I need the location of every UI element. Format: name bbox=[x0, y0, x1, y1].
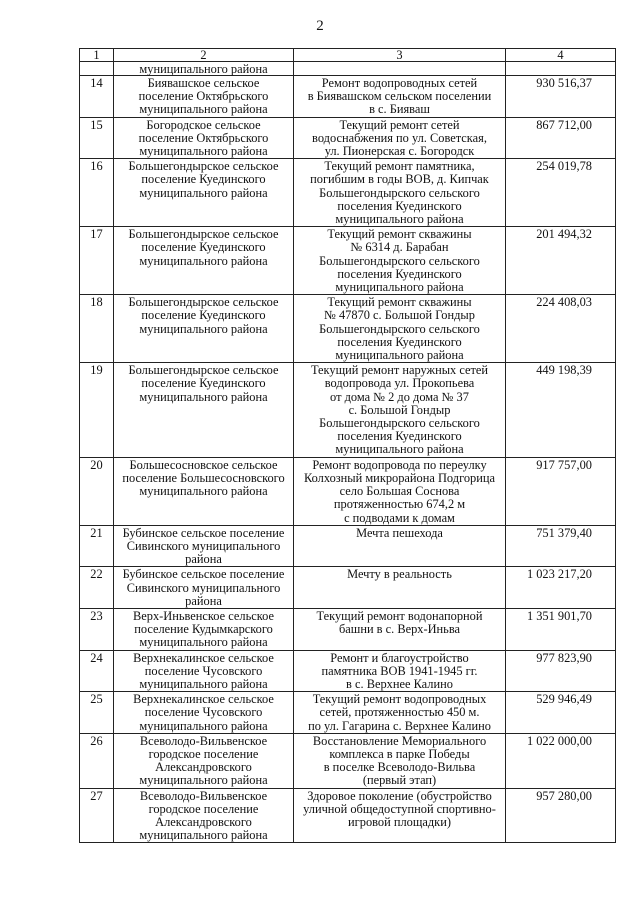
continuation-row bbox=[80, 62, 616, 76]
subsidy-table bbox=[79, 48, 616, 843]
project-line: № 6314 д. Барабан bbox=[350, 240, 449, 255]
table-row bbox=[80, 608, 616, 650]
table-row bbox=[80, 650, 616, 692]
municipality-line: поселение Кудымкарского bbox=[134, 622, 273, 637]
municipality-line: Большесосновское сельское bbox=[129, 457, 278, 472]
municipality-line: поселение Чусовского bbox=[144, 705, 263, 720]
municipality-line: поселение Куединского bbox=[141, 240, 266, 255]
project-line: муниципального района bbox=[335, 212, 464, 227]
project-line: Текущий ремонт водонапорной bbox=[316, 608, 483, 623]
project-line: поселения Куединского bbox=[337, 266, 462, 281]
project-cell bbox=[294, 457, 506, 525]
table-row bbox=[80, 525, 616, 567]
project-line: водоснабжения по ул. Советская, bbox=[312, 130, 487, 145]
municipality-cell bbox=[114, 363, 294, 457]
municipality-line: Сивинского муниципального bbox=[126, 538, 281, 553]
project-line: ул. Пионерская с. Богородск bbox=[324, 144, 475, 159]
municipality-cell bbox=[114, 457, 294, 525]
table-row bbox=[80, 788, 616, 843]
column-header-4: 4 bbox=[506, 49, 616, 62]
row-number: 23 bbox=[80, 608, 114, 650]
municipality-line: поселение Куединского bbox=[141, 308, 266, 323]
project-cell bbox=[294, 567, 506, 609]
project-line: в поселке Всеволодо-Вильва bbox=[323, 760, 476, 775]
municipality-line: муниципального района bbox=[139, 635, 268, 650]
municipality-line: Биявашское сельское bbox=[147, 76, 260, 90]
project-line: № 47870 с. Большой Гондыр bbox=[324, 308, 475, 323]
project-line: Большегондырского сельского bbox=[319, 253, 480, 268]
project-line: погибшим в годы ВОВ, д. Кипчак bbox=[310, 172, 489, 187]
project-cell bbox=[294, 117, 506, 159]
table-row bbox=[80, 567, 616, 609]
municipality-line: Большегондырское сельское bbox=[128, 227, 279, 242]
project-cell bbox=[294, 227, 506, 295]
project-line: муниципального района bbox=[335, 348, 464, 363]
amount-cell: 751 379,40 bbox=[506, 525, 616, 567]
project-line: игровой площадки) bbox=[348, 814, 451, 829]
amount-cell: 957 280,00 bbox=[506, 788, 616, 843]
project-cell bbox=[294, 363, 506, 457]
row-number: 15 bbox=[80, 117, 114, 159]
project-line: Текущий ремонт памятника, bbox=[324, 159, 475, 174]
amount-cell: 224 408,03 bbox=[506, 295, 616, 363]
project-line: с подводами к домам bbox=[344, 510, 455, 525]
municipality-line: Бубинское сельское поселение bbox=[122, 525, 285, 540]
municipality-line: поселение Куединского bbox=[141, 172, 266, 187]
municipality-line: муниципального района bbox=[139, 484, 268, 499]
project-line: Большегондырского сельского bbox=[319, 416, 480, 431]
continuation-text: муниципального района bbox=[114, 62, 294, 76]
project-line: от дома № 2 до дома № 37 bbox=[330, 389, 469, 404]
project-line: муниципального района bbox=[335, 280, 464, 295]
table-row bbox=[80, 159, 616, 227]
project-line: в Биявашском сельском поселении bbox=[307, 89, 492, 104]
municipality-line: Верх-Иньвенское сельское bbox=[133, 608, 274, 623]
municipality-line: городское поселение bbox=[148, 801, 259, 816]
municipality-cell bbox=[114, 733, 294, 788]
project-line: поселения Куединского bbox=[337, 198, 462, 213]
table-body bbox=[80, 62, 616, 843]
project-line: Большегондырского сельского bbox=[319, 185, 480, 200]
project-line: Текущий ремонт сетей bbox=[339, 117, 460, 132]
project-line: Ремонт и благоустройство bbox=[330, 650, 469, 665]
column-header-3: 3 bbox=[294, 49, 506, 62]
table-row bbox=[80, 295, 616, 363]
project-line: Мечту в реальность bbox=[347, 567, 452, 582]
project-line: Ремонт водопроводных сетей bbox=[321, 76, 478, 90]
row-number: 18 bbox=[80, 295, 114, 363]
table-row bbox=[80, 227, 616, 295]
table-row bbox=[80, 76, 616, 118]
project-cell bbox=[294, 525, 506, 567]
municipality-line: муниципального района bbox=[139, 718, 268, 733]
municipality-line: района bbox=[185, 552, 222, 567]
row-number: 25 bbox=[80, 692, 114, 734]
municipality-line: поселение Октябрьского bbox=[138, 130, 269, 145]
project-line: село Большая Соснова bbox=[339, 484, 460, 499]
project-line: Восстановление Мемориального bbox=[312, 733, 487, 748]
amount-cell: 201 494,32 bbox=[506, 227, 616, 295]
project-cell bbox=[294, 788, 506, 843]
amount-cell: 529 946,49 bbox=[506, 692, 616, 734]
municipality-line: городское поселение bbox=[148, 746, 259, 761]
municipality-line: поселение Чусовского bbox=[144, 663, 263, 678]
project-line: Текущий ремонт скважины bbox=[327, 227, 472, 242]
municipality-line: муниципального района bbox=[139, 389, 268, 404]
project-line: Большегондырского сельского bbox=[319, 321, 480, 336]
amount-cell: 977 823,90 bbox=[506, 650, 616, 692]
municipality-line: Верхнекалинское сельское bbox=[133, 692, 274, 707]
column-number-row bbox=[80, 49, 616, 62]
project-line: водопровода ул. Прокопьева bbox=[324, 376, 475, 391]
municipality-cell bbox=[114, 650, 294, 692]
municipality-line: Большегондырское сельское bbox=[128, 295, 279, 310]
amount-cell: 1 023 217,20 bbox=[506, 567, 616, 609]
municipality-line: муниципального района bbox=[139, 102, 268, 117]
municipality-line: поселение Октябрьского bbox=[138, 89, 269, 104]
row-number: 24 bbox=[80, 650, 114, 692]
page-number: 2 bbox=[316, 18, 324, 34]
municipality-line: муниципального района bbox=[139, 144, 268, 159]
project-line: (первый этап) bbox=[362, 773, 437, 788]
row-number: 14 bbox=[80, 76, 114, 118]
row-number: 22 bbox=[80, 567, 114, 609]
amount-cell: 1 351 901,70 bbox=[506, 608, 616, 650]
row-number: 26 bbox=[80, 733, 114, 788]
project-cell bbox=[294, 608, 506, 650]
column-header-1: 1 bbox=[80, 49, 114, 62]
municipality-line: Всеволодо-Вильвенское bbox=[139, 788, 268, 803]
municipality-cell bbox=[114, 227, 294, 295]
municipality-cell bbox=[114, 608, 294, 650]
table-row bbox=[80, 117, 616, 159]
row-number: 19 bbox=[80, 363, 114, 457]
table-row bbox=[80, 457, 616, 525]
column-header-2: 2 bbox=[114, 49, 294, 62]
project-cell bbox=[294, 159, 506, 227]
municipality-line: Бубинское сельское поселение bbox=[122, 567, 285, 582]
municipality-cell bbox=[114, 692, 294, 734]
municipality-line: поселение Куединского bbox=[141, 376, 266, 391]
municipality-line: Всеволодо-Вильвенское bbox=[139, 733, 268, 748]
table-row bbox=[80, 733, 616, 788]
project-line: Мечта пешехода bbox=[356, 525, 443, 540]
amount-cell: 1 022 000,00 bbox=[506, 733, 616, 788]
project-cell bbox=[294, 650, 506, 692]
municipality-line: района bbox=[185, 593, 222, 608]
project-line: Ремонт водопровода по переулку bbox=[312, 457, 487, 472]
project-line: муниципального района bbox=[335, 442, 464, 457]
municipality-line: Большегондырское сельское bbox=[128, 159, 279, 174]
municipality-line: муниципального района bbox=[139, 321, 268, 336]
municipality-cell bbox=[114, 76, 294, 118]
project-cell bbox=[294, 692, 506, 734]
project-line: уличной общедоступной спортивно- bbox=[303, 801, 496, 816]
project-line: Текущий ремонт наружных сетей bbox=[310, 363, 489, 378]
project-line: протяженностью 674,2 м bbox=[333, 497, 466, 512]
municipality-line: муниципального района bbox=[139, 253, 268, 268]
project-line: комплекса в парке Победы bbox=[329, 746, 470, 761]
amount-cell: 917 757,00 bbox=[506, 457, 616, 525]
project-line: Здоровое поколение (обустройство bbox=[307, 788, 492, 803]
project-line: памятника ВОВ 1941-1945 гг. bbox=[321, 663, 478, 678]
municipality-cell bbox=[114, 159, 294, 227]
municipality-cell bbox=[114, 117, 294, 159]
amount-cell: 867 712,00 bbox=[506, 117, 616, 159]
project-cell bbox=[294, 76, 506, 118]
municipality-line: муниципального района bbox=[139, 185, 268, 200]
municipality-line: поселение Большесосновского bbox=[122, 470, 285, 485]
municipality-cell bbox=[114, 567, 294, 609]
project-cell bbox=[294, 733, 506, 788]
row-number: 17 bbox=[80, 227, 114, 295]
project-line: поселения Куединского bbox=[337, 429, 462, 444]
table-row bbox=[80, 363, 616, 457]
project-line: в с. Верхнее Калино bbox=[346, 676, 453, 691]
municipality-cell bbox=[114, 295, 294, 363]
project-line: башни в с. Верх-Иньва bbox=[338, 622, 461, 637]
project-line: по ул. Гагарина с. Верхнее Калино bbox=[308, 718, 491, 733]
municipality-cell bbox=[114, 788, 294, 843]
project-cell bbox=[294, 295, 506, 363]
amount-cell: 930 516,37 bbox=[506, 76, 616, 118]
municipality-line: муниципального района bbox=[139, 828, 268, 843]
municipality-line: Верхнекалинское сельское bbox=[133, 650, 274, 665]
amount-cell: 449 198,39 bbox=[506, 363, 616, 457]
municipality-line: Богородское сельское bbox=[146, 117, 261, 132]
amount-cell: 254 019,78 bbox=[506, 159, 616, 227]
municipality-line: Сивинского муниципального bbox=[126, 580, 281, 595]
project-line: с. Большой Гондыр bbox=[348, 402, 451, 417]
municipality-line: Большегондырское сельское bbox=[128, 363, 279, 378]
row-number: 27 bbox=[80, 788, 114, 843]
municipality-line: муниципального района bbox=[139, 676, 268, 691]
table-row bbox=[80, 692, 616, 734]
project-line: в с. Бияваш bbox=[369, 102, 430, 117]
municipality-line: Александровского bbox=[155, 760, 252, 775]
municipality-line: муниципального района bbox=[139, 773, 268, 788]
project-line: поселения Куединского bbox=[337, 334, 462, 349]
project-line: Текущий ремонт скважины bbox=[327, 295, 472, 310]
municipality-cell bbox=[114, 525, 294, 567]
project-line: Текущий ремонт водопроводных bbox=[312, 692, 487, 707]
municipality-line: Александровского bbox=[155, 814, 252, 829]
row-number: 16 bbox=[80, 159, 114, 227]
project-line: сетей, протяженностью 450 м. bbox=[319, 705, 480, 720]
row-number: 21 bbox=[80, 525, 114, 567]
row-number: 20 bbox=[80, 457, 114, 525]
project-line: Колхозный микрорайона Подгорица bbox=[303, 470, 495, 485]
